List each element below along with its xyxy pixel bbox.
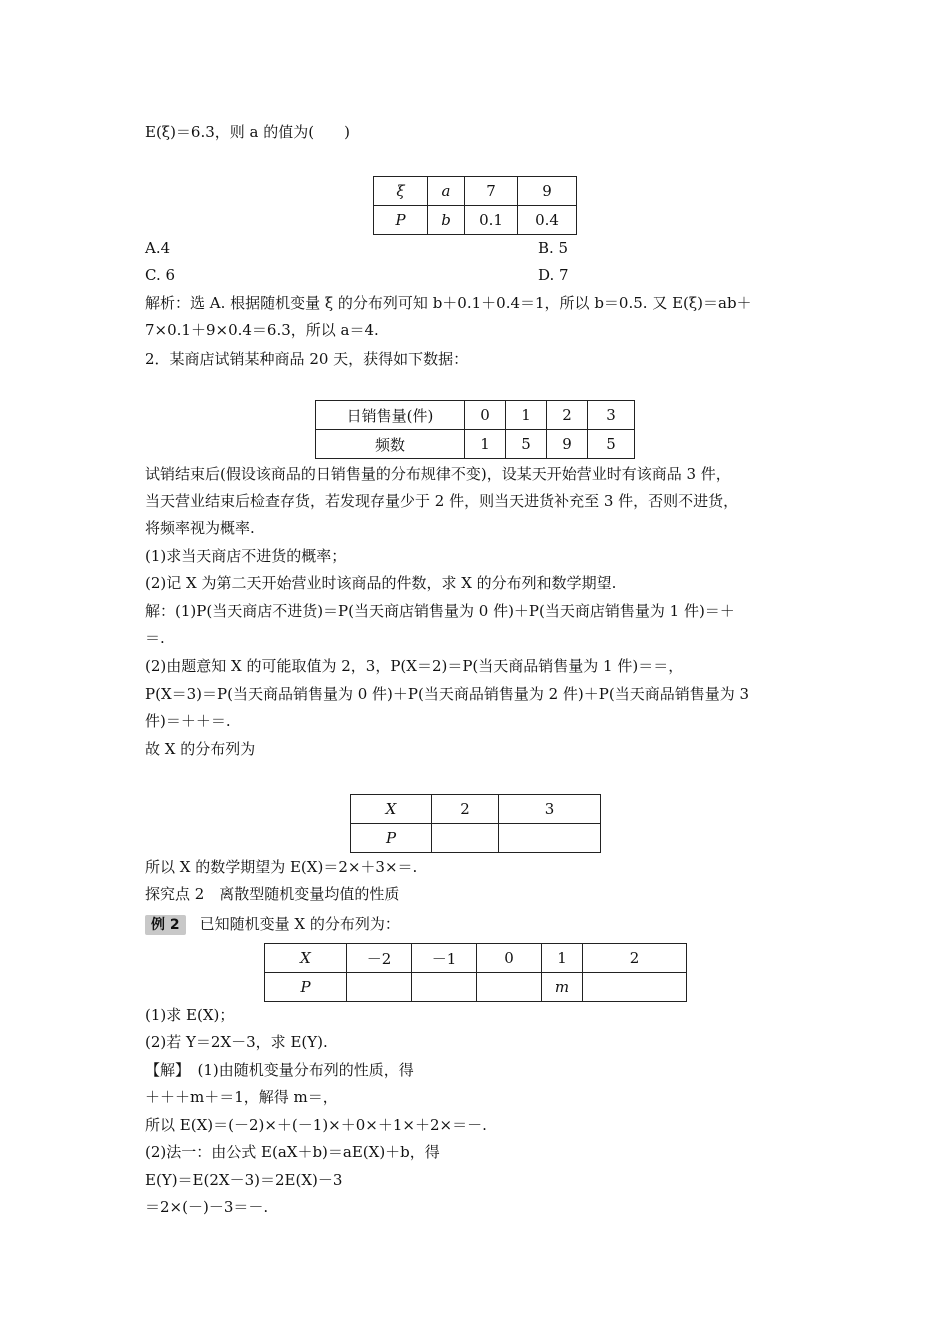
table-cell: 5 <box>588 430 635 459</box>
example-badge: 例 2 <box>145 915 186 935</box>
q2-solution: (2)由题意知 X 的可能取值为 2，3，P(X＝2)＝P(当天商品销售量为 1 件)＝＝， <box>145 657 684 675</box>
table-cell: b <box>428 206 465 235</box>
example2-part1: (1)求 E(X)； <box>145 1006 235 1024</box>
table-cell: 9 <box>547 430 588 459</box>
example2-part2: (2)若 Y＝2X－3，求 E(Y). <box>145 1033 328 1051</box>
table-row <box>265 944 687 973</box>
table-cell: 7 <box>465 177 518 206</box>
example2-stem: 已知随机变量 X 的分布列为： <box>199 915 400 933</box>
table-row <box>265 973 687 1002</box>
table-cell: 2 <box>547 401 588 430</box>
q2-part1: (1)求当天商店不进货的概率； <box>145 547 347 565</box>
option-a: A.4 <box>145 239 171 257</box>
example2-solution: ＋＋＋m＋＝1，解得 m＝， <box>145 1088 338 1106</box>
table-cell: 3 <box>588 401 635 430</box>
table-cell: X <box>265 944 347 973</box>
table-row <box>351 824 601 853</box>
table-cell: －2 <box>347 944 412 973</box>
table-cell <box>477 973 542 1002</box>
table-cell: 0 <box>477 944 542 973</box>
example2-solution: ＝2×(－)－3＝－. <box>145 1198 269 1216</box>
option-c: C. 6 <box>145 266 176 284</box>
q2-distribution-table <box>350 794 601 853</box>
q2-sales-table <box>315 400 635 459</box>
table-cell <box>347 973 412 1002</box>
q2-solution: 故 X 的分布列为 <box>145 740 256 758</box>
q2-part2: (2)记 X 为第二天开始营业时该商品的件数，求 X 的分布列和数学期望. <box>145 574 617 592</box>
q2-solution: 解：(1)P(当天商店不进货)＝P(当天商店销售量为 0 件)＋P(当天商店销售量为 1 件)＝＋ <box>145 602 735 620</box>
table-cell: 2 <box>432 795 499 824</box>
example2-solution: 所以 E(X)＝(－2)×＋(－1)×＋0×＋1×＋2×＝－. <box>145 1116 487 1134</box>
q2-title: 2．某商店试销某种商品 20 天，获得如下数据： <box>145 350 469 368</box>
table-row <box>374 206 577 235</box>
table-cell: m <box>542 973 583 1002</box>
table-cell: 9 <box>518 177 577 206</box>
table-row <box>316 430 635 459</box>
q1-stem: E(ξ)＝6.3，则 a 的值为( ) <box>145 123 350 141</box>
table-cell <box>412 973 477 1002</box>
section-title: 探究点 2 离散型随机变量均值的性质 <box>145 885 400 903</box>
example2-solution: E(Y)＝E(2X－3)＝2E(X)－3 <box>145 1171 343 1189</box>
table-row <box>374 177 577 206</box>
table-cell: 5 <box>506 430 547 459</box>
table-cell: 0.4 <box>518 206 577 235</box>
table-cell: 1 <box>542 944 583 973</box>
q2-text: 试销结束后(假设该商品的日销售量的分布规律不变)，设某天开始营业时有该商品 3 件， <box>145 465 731 483</box>
q2-text: 将频率视为概率. <box>145 519 255 537</box>
table-cell <box>432 824 499 853</box>
q2-text: 当天营业结束后检查存货，若发现存量少于 2 件，则当天进货补充至 3 件，否则不进货， <box>145 492 739 510</box>
q2-solution: P(X＝3)＝P(当天商品销售量为 0 件)＋P(当天商品销售量为 2 件)＋P(当天商品销售量为 3 <box>145 685 750 703</box>
example2-solution: (2)法一：由公式 E(aX＋b)＝aE(X)＋b，得 <box>145 1143 440 1161</box>
table-cell: 0.1 <box>465 206 518 235</box>
table-cell: P <box>351 824 432 853</box>
q2-expectation: 所以 X 的数学期望为 E(X)＝2×＋3×＝. <box>145 858 418 876</box>
q2-solution: ＝. <box>145 629 165 647</box>
q2-solution: 件)＝＋＋＝. <box>145 712 231 730</box>
table-cell: 1 <box>465 430 506 459</box>
table-row <box>351 795 601 824</box>
table-cell: 3 <box>499 795 601 824</box>
table-cell: 日销售量(件) <box>316 401 465 430</box>
table-row <box>316 401 635 430</box>
option-b: B. 5 <box>538 239 569 257</box>
table-cell: －1 <box>412 944 477 973</box>
table-cell: 0 <box>465 401 506 430</box>
table-cell: X <box>351 795 432 824</box>
table-cell: ξ <box>374 177 428 206</box>
q1-distribution-table <box>373 176 577 235</box>
table-cell: P <box>374 206 428 235</box>
option-d: D. 7 <box>538 266 569 284</box>
example2-distribution-table <box>264 943 687 1002</box>
q1-analysis: 解析：选 A. 根据随机变量 ξ 的分布列可知 b＋0.1＋0.4＝1，所以 b＝0.5. 又 E(ξ)＝ab＋ <box>145 294 752 312</box>
table-cell: 频数 <box>316 430 465 459</box>
q1-analysis-cont: 7×0.1＋9×0.4＝6.3，所以 a＝4. <box>145 321 379 339</box>
example2-solution: 【解】 (1)由随机变量分布列的性质，得 <box>145 1061 414 1079</box>
table-cell: P <box>265 973 347 1002</box>
table-cell: a <box>428 177 465 206</box>
table-cell: 1 <box>506 401 547 430</box>
table-cell <box>583 973 687 1002</box>
table-cell: 2 <box>583 944 687 973</box>
example2-stem-line <box>145 914 400 935</box>
table-cell <box>499 824 601 853</box>
